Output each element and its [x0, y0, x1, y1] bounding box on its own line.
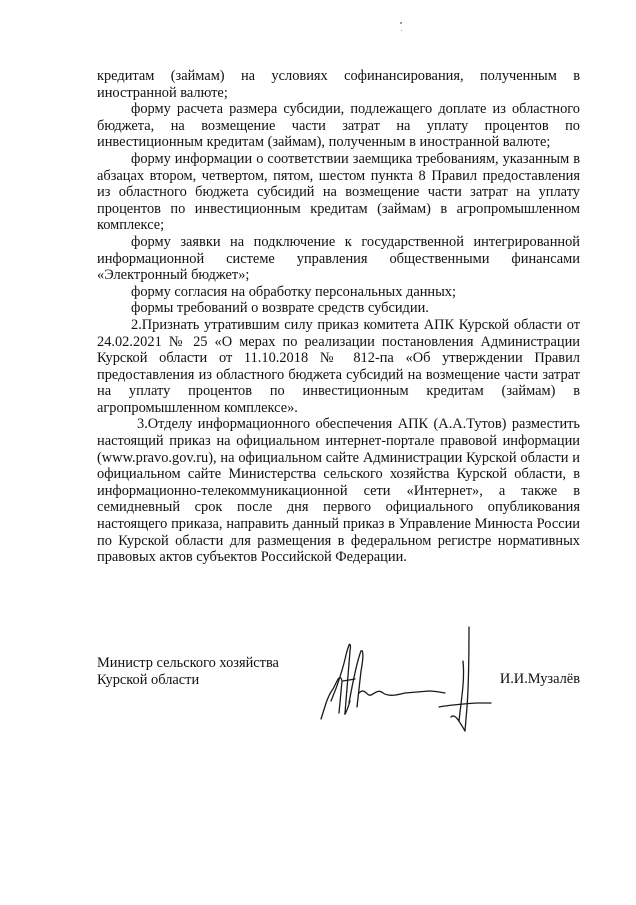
paragraph-continuation: кредитам (займам) на условиях софинансирования, полученным в иностранной валюте; [97, 68, 580, 101]
signatory-title [97, 655, 327, 689]
paragraph-form-application: форму заявки на подключение к государственной интегрированной информационной системе управления общественными финансами «Электронный бюджет»; [97, 233, 580, 284]
scan-speck [401, 30, 402, 31]
paragraph-form-calculation: форму расчета размера субсидии, подлежащего доплате из областного бюджета, на возмещение части затрат на уплату процентов по инвестиционным кредитам (займам), полученным в иностранной валюте; [97, 101, 580, 151]
signatory-name: И.И.Музалёв [499, 671, 580, 687]
signatory-title-line2: Курской области [97, 672, 200, 688]
paragraph-item-2: 2.Признать утратившим силу приказ комитета АПК Курской области от 24.02.2021 № 25 «О мерах по реализации постановления Администрации Курской области от 11.10.2018 № 812-па «Об утверждении Правил предоставления из областного бюджета субсидий на возмещение части затрат на уплату процентов по инвестиционным кредитам (займам) в агропромышленном комплексе». [97, 316, 580, 416]
paragraph-form-information: форму информации о соответствии заемщика требованиям, указанным в абзацах втором, четвертом, пятом, шестом пункта 8 Правил предоставления из областного бюджета субсидий на возмещение части затрат на уплату процентов по инвестиционным кредитам (займам) в агропромышленном комплексе; [97, 150, 580, 234]
scan-speck [400, 22, 402, 24]
signatory-title-line1: Министр сельского хозяйства [97, 655, 279, 671]
paragraph-item-3: 3.Отделу информационного обеспечения АПК (А.А.Тутов) разместить настоящий приказ на официальном интернет-портале правовой информации (www.pravo.gov.ru), на официальном сайте Администрации Курской области и официальном сайте Министерства сельского хозяйства Курской области, в информационно-телекоммуникационной сети «Интернет», а также в семидневный срок после дня первого официального опубликования настоящего приказа, направить данный приказ в Управление Минюста России по Курской области для размещения в федеральном регистре нормативных правовых актов субъектов Российской Федерации. [97, 416, 580, 566]
handwritten-signature [309, 621, 499, 741]
signature-block [97, 655, 580, 785]
paragraph-form-requirements: формы требований о возврате средств субсидии. [131, 300, 429, 317]
paragraph-form-consent: форму согласия на обработку персональных данных; [131, 283, 456, 300]
document-body [97, 68, 580, 566]
